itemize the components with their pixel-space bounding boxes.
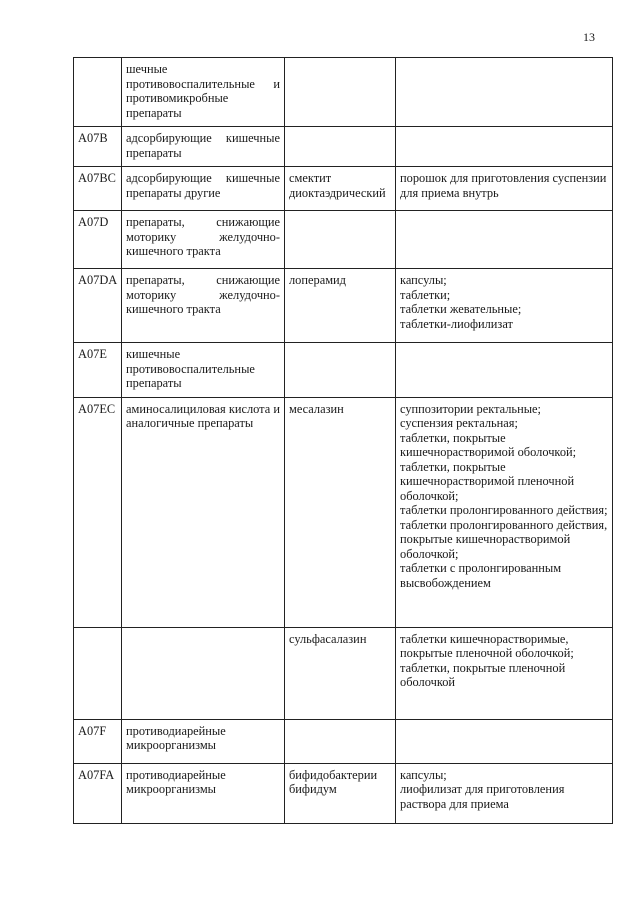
drug-name-cell xyxy=(285,211,396,269)
group-cell: противодиарейные микроорганизмы xyxy=(122,719,285,763)
dosage-form-cell xyxy=(396,58,613,127)
table-row xyxy=(74,397,613,627)
drug-name-cell: смектит диоктаэдрический xyxy=(285,167,396,211)
dosage-form-cell: таблетки кишечнорастворимые, покрытые пленочной оболочкой; таблетки, покрытые пленочной оболочкой xyxy=(396,627,613,719)
atc-code-cell xyxy=(74,58,122,127)
table-row xyxy=(74,167,613,211)
atc-code-cell: A07D xyxy=(74,211,122,269)
dosage-form-cell xyxy=(396,719,613,763)
dosage-form-cell: капсулы; лиофилизат для приготовления раствора для приема xyxy=(396,763,613,823)
table-row xyxy=(74,211,613,269)
drug-name-cell xyxy=(285,127,396,167)
group-cell: аминосалициловая кислота и аналогичные препараты xyxy=(122,397,285,627)
group-cell: препараты, снижающие моторику желудочно-кишечного тракта xyxy=(122,211,285,269)
table-row xyxy=(74,127,613,167)
dosage-form-cell xyxy=(396,127,613,167)
drug-name-cell: лоперамид xyxy=(285,269,396,343)
atc-code-cell: A07F xyxy=(74,719,122,763)
group-cell: шечные противовоспалительные и противомикробные препараты xyxy=(122,58,285,127)
dosage-form-cell xyxy=(396,211,613,269)
dosage-form-cell: порошок для приготовления суспензии для приема внутрь xyxy=(396,167,613,211)
atc-code-cell: A07E xyxy=(74,343,122,398)
group-cell: препараты, снижающие моторику желудочно-кишечного тракта xyxy=(122,269,285,343)
table-row xyxy=(74,343,613,398)
dosage-form-cell xyxy=(396,343,613,398)
atc-code-cell: A07DA xyxy=(74,269,122,343)
drug-name-cell: месалазин xyxy=(285,397,396,627)
table-row xyxy=(74,719,613,763)
dosage-form-cell: капсулы; таблетки; таблетки жевательные; таблетки-лиофилизат xyxy=(396,269,613,343)
table-row xyxy=(74,269,613,343)
drug-name-cell xyxy=(285,58,396,127)
drug-name-cell xyxy=(285,343,396,398)
table-row xyxy=(74,58,613,127)
group-cell: адсорбирующие кишечные препараты xyxy=(122,127,285,167)
group-cell: адсорбирующие кишечные препараты другие xyxy=(122,167,285,211)
dosage-form-cell: суппозитории ректальные; суспензия ректальная; таблетки, покрытые кишечнорастворимой оболочкой; таблетки, покрытые кишечнорастворимой пленочной оболочкой; таблетки пролонгированного действия; таблетки пролонгированного действия, покрытые кишечнорастворимой оболочкой; таблетки с пролонгированным высвобождением xyxy=(396,397,613,627)
table-row xyxy=(74,627,613,719)
atc-code-cell xyxy=(74,627,122,719)
table-row xyxy=(74,763,613,823)
atc-code-cell: A07B xyxy=(74,127,122,167)
drug-name-cell: бифидобактерии бифидум xyxy=(285,763,396,823)
page-number: 13 xyxy=(583,30,595,44)
drug-name-cell: сульфасалазин xyxy=(285,627,396,719)
atc-code-cell: A07FA xyxy=(74,763,122,823)
atc-code-cell: A07EC xyxy=(74,397,122,627)
atc-code-cell: A07BC xyxy=(74,167,122,211)
group-cell xyxy=(122,627,285,719)
drug-classification-table xyxy=(73,57,613,824)
group-cell: кишечные противовоспалительные препараты xyxy=(122,343,285,398)
group-cell: противодиарейные микроорганизмы xyxy=(122,763,285,823)
drug-name-cell xyxy=(285,719,396,763)
